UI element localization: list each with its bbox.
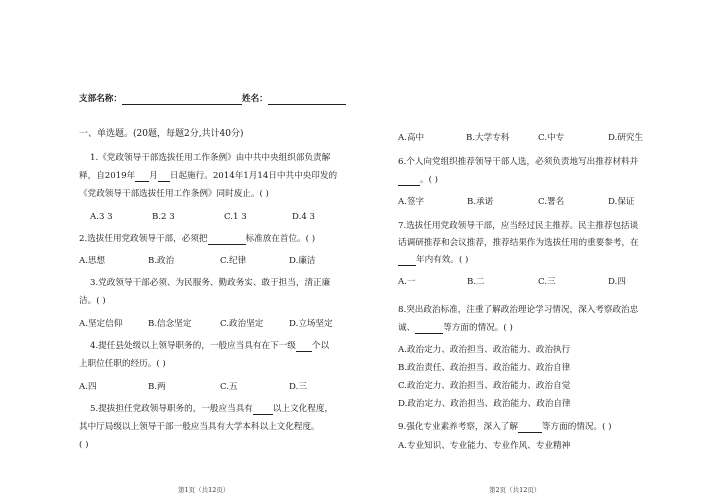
q5-line2: 其中厅局级以上领导干部一般应当具有大学本科以上文化程度。 <box>79 422 320 432</box>
q1-line3: 《党政领导干部选拔任用工作条例》同时废止。( ) <box>79 189 269 199</box>
q1-option-c[interactable]: C.1 3 <box>224 212 247 222</box>
q5-option-b[interactable]: B.大学专科 <box>466 133 510 143</box>
q8-line2: 诚、 等方面的情况。( ) <box>398 323 513 333</box>
q4-line2: 上职位任职的经历。( ) <box>79 359 166 369</box>
page-footer-right: 第2页（共12页） <box>489 486 541 494</box>
name-field[interactable] <box>268 95 346 105</box>
q6-line1: 6.个人向党组织推荐领导干部人选，必须负责地写出推荐材料并 <box>398 157 639 167</box>
q6-option-c[interactable]: C.署名 <box>538 197 565 207</box>
q3-line2: 洁。( ) <box>79 296 106 306</box>
q4-option-d[interactable]: D.三 <box>289 382 307 392</box>
q6-blank[interactable] <box>398 176 420 186</box>
q8-option-a[interactable]: A.政治定力、政治担当、政治能力、政治执行 <box>398 345 571 355</box>
name-label: 姓名： <box>241 94 268 104</box>
q7-option-d[interactable]: D.四 <box>608 277 626 287</box>
page-footer-left: 第1页（共12页） <box>178 486 230 494</box>
q9-option-a[interactable]: A.专业知识、专业能力、专业作风、专业精神 <box>398 441 571 451</box>
q5-option-a[interactable]: A.高中 <box>398 133 425 143</box>
q1-line2: 释，自2019年 月 日起施行。2014年1月14日中共中央印发的 <box>79 171 338 181</box>
q8-option-d[interactable]: D.政治定力、政治担当、政治能力、政治自律 <box>398 399 571 409</box>
q5-line1: 5.提拔担任党政领导职务的，一般应当具有 以上文化程度， <box>90 404 334 414</box>
q1-blank-day[interactable] <box>158 172 170 182</box>
q6-option-a[interactable]: A.签字 <box>398 197 425 207</box>
q8-line1: 8.突出政治标准，注重了解政治理论学习情况，深入考察政治忠 <box>398 305 639 315</box>
q5-line3: ( ) <box>79 440 89 450</box>
q8-option-c[interactable]: C.政治定力、政治担当、政治能力、政治自觉 <box>398 381 571 391</box>
q9-blank[interactable] <box>518 423 542 433</box>
q7-blank[interactable] <box>398 256 416 266</box>
q2-option-b[interactable]: B.政治 <box>148 256 175 266</box>
q3-option-c[interactable]: C.政治坚定 <box>220 319 264 329</box>
page-left <box>0 0 355 503</box>
section-title: 一、单选题。(20题，每题2分,共计40分) <box>79 129 244 139</box>
branch-name-field[interactable] <box>122 95 242 105</box>
q4-blank[interactable] <box>296 342 312 352</box>
q3-option-a[interactable]: A.坚定信仰 <box>79 319 123 329</box>
q7-option-a[interactable]: A.一 <box>398 277 416 287</box>
q2-option-a[interactable]: A.思想 <box>79 256 106 266</box>
q6-option-d[interactable]: D.保证 <box>608 197 635 207</box>
page-right <box>356 0 711 503</box>
q1-line1: 1.《党政领导干部选拔任用工作条例》由中共中央组织部负责解 <box>90 153 331 163</box>
q3-line1: 3.党政领导干部必须、为民服务、勤政务实、敢于担当，清正廉 <box>90 278 331 288</box>
q2-option-d[interactable]: D.廉洁 <box>289 256 316 266</box>
q3-option-d[interactable]: D.立场坚定 <box>289 319 333 329</box>
q7-option-c[interactable]: C.三 <box>538 277 556 287</box>
q1-blank-month[interactable] <box>135 172 149 182</box>
q7-line3: 年内有效。( ) <box>398 254 468 266</box>
q2-option-c[interactable]: C.纪律 <box>220 256 247 266</box>
q7-option-b[interactable]: B.二 <box>467 277 485 287</box>
branch-label: 支部名称： <box>79 94 122 104</box>
q1-option-a[interactable]: A.3 3 <box>90 212 113 222</box>
q7-line1: 7.选拔任用党政领导干部，应当经过民主推荐。民主推荐包括谈 <box>398 221 639 231</box>
q2-blank[interactable] <box>208 235 246 245</box>
q7-line2: 话调研推荐和会议推荐，推荐结果作为选拔任用的重要参考，在 <box>398 238 639 248</box>
q4-line1: 4.提任县处级以上领导职务的，一般应当具有在下一级 个以 <box>90 341 330 351</box>
q8-option-b[interactable]: B.政治责任、政治担当、政治能力、政治自律 <box>398 363 571 373</box>
q1-option-b[interactable]: B.2 3 <box>152 212 175 222</box>
q9-line1: 9.强化专业素养考察，深入了解 等方面的情况。( ) <box>398 422 612 432</box>
q1-option-d[interactable]: D.4 3 <box>292 212 315 222</box>
header-line <box>79 93 346 105</box>
q5-option-d[interactable]: D.研究生 <box>608 133 644 143</box>
q3-option-b[interactable]: B.信念坚定 <box>148 319 192 329</box>
q6-line2: 。( ) <box>398 174 438 186</box>
q8-blank[interactable] <box>415 324 443 334</box>
q5-option-c[interactable]: C.中专 <box>538 133 565 143</box>
q4-option-a[interactable]: A.四 <box>79 382 97 392</box>
q2-line1: 2.选拔任用党政领导干部，必须把 标准放在首位。( ) <box>79 234 316 244</box>
q6-option-b[interactable]: B.承诺 <box>467 197 494 207</box>
q4-option-c[interactable]: C.五 <box>220 382 238 392</box>
q4-option-b[interactable]: B.两 <box>148 382 166 392</box>
q5-blank[interactable] <box>253 405 273 415</box>
